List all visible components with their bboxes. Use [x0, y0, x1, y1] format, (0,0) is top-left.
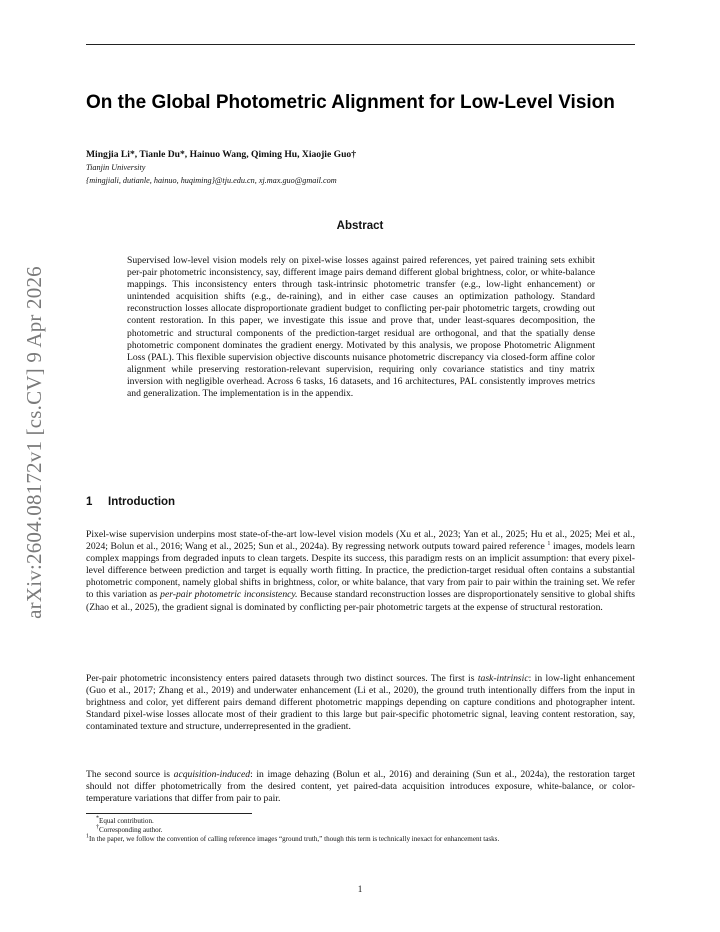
emphasis-term: acquisition-induced [173, 769, 251, 780]
arxiv-identifier: arXiv:2604.08172v1 [cs.CV] 9 Apr 2026 [21, 265, 46, 619]
footnote-text: Corresponding author. [99, 826, 163, 834]
paragraph-text: : in low-light enhancement (Guo et al., 2017; Zhang et al., 2019) and underwater enhancement (Li et al., 2020), the ground truth intentionally differs from the input in brightness and color, yet different pairs demand different photometric mappings depending on capture conditions and photographer intent. Standard pixel-wise losses allocate most of their gradient to this large but pair-specific photometric signal, leaving content restoration, say, contaminated texture and structure, underrepresented in the gradient. [86, 673, 635, 733]
abstract-text: Supervised low-level vision models rely on pixel-wise losses against paired references, yet paired training sets exhibit per-pair photometric inconsistency, say, different image pairs demand different global brightness, color, or white-balance mappings. This inconsistency enters through task-intrinsic photometric transfer (e.g., low-light enhancement) or unintended acquisition shifts (e.g., de-raining), and in either case causes an optimization pathology. Standard reconstruction losses allocate disproportionate gradient budget to conflicting per-pair photometric targets, crowding out content restoration. In this paper, we investigate this issue and prove that, under least-squares decomposition, the photometric and structural components of the prediction-target residual are orthogonal, and that the spatially dense photometric component dominates the gradient energy. Motivated by this analysis, we propose Photometric Alignment Loss (PAL). This flexible supervision objective discounts nuisance photometric discrepancy via closed-form affine color alignment while preserving restoration-relevant supervision, requiring only covariance statistics and tiny matrix inversion with negligible overhead. Across 6 tasks, 16 datasets, and 16 architectures, PAL consistently improves metrics and generalization. The implementation is in the appendix. [127, 255, 595, 400]
page-number: 1 [357, 884, 363, 894]
footnote-ref[interactable]: 1 [547, 540, 551, 547]
paragraph-text: images, models learn complex mappings from degraded inputs to clean targets. Despite its success, this paradigm rests on an implicit assumption: that every pixel-level difference between prediction and target is equally worth fitting. In practice, the prediction-target residual often contains a substantial photometric component, namely global shifts in brightness, color, or white balance, that vary from pair to pair within the training set. We refer to this variation as [86, 541, 635, 601]
footnote-text: Equal contribution. [99, 817, 154, 825]
affiliation: Tianjin University [86, 163, 146, 172]
emphasis-term: per-pair photometric inconsistency. [160, 589, 298, 601]
footnote-mark: † [96, 824, 99, 831]
footnote-ground-truth [86, 835, 635, 844]
paragraph-1 [86, 529, 635, 614]
header-rule [86, 44, 635, 45]
paragraph-text: Pixel-wise supervision underpins most state-of-the-art low-level vision models (Xu et al., 2023; Yan et al., 2025; Hu et al., 2025; Mei et al., 2024; Bolun et al., 2016; Wang et al., 2025; Sun et al., 2024a). By regressing network outputs toward paired reference [86, 529, 635, 553]
footnotes [86, 817, 635, 844]
footnote-text: In the paper, we follow the convention of calling reference images “ground truth,” though this term is technically inexact for enhancement tasks. [89, 835, 500, 843]
paragraph-2 [86, 673, 635, 733]
paragraph-text: Because standard reconstruction losses are disproportionately sensitive to global shifts (Zhao et al., 2025), the gradient signal is dominated by conflicting per-pair photometric targets at the expense of structural restoration. [86, 589, 635, 613]
paragraph-text: The second source is [86, 769, 174, 780]
paper-title: On the Global Photometric Alignment for Low-Level Vision [86, 92, 615, 113]
section-heading [86, 496, 175, 508]
footnote-equal-contribution [86, 817, 635, 826]
arxiv-side-stamp [18, 264, 50, 620]
emphasis-term: task-intrinsic [477, 673, 529, 684]
paragraph-text: : in image dehazing (Bolun et al., 2016) and deraining (Sun et al., 2024a), the restoration target should not differ photometrically from the desired content, yet paired-data acquisition introduces exposure, white-balance, or color-temperature variations that differ from pair to pair. [86, 769, 635, 805]
paragraph-text: Per-pair photometric inconsistency enters paired datasets through two distinct sources. The first is [86, 673, 478, 684]
footnote-rule [86, 813, 252, 814]
footnote-mark: * [96, 815, 99, 822]
section-number: 1 [86, 496, 93, 508]
footnote-mark: 1 [86, 833, 89, 840]
author-list: Mingjia Li*, Tianle Du*, Hainuo Wang, Qiming Hu, Xiaojie Guo† [86, 149, 357, 160]
abstract-heading: Abstract [336, 220, 384, 232]
paragraph-3 [86, 769, 635, 805]
section-title: Introduction [108, 496, 176, 508]
footnote-corresponding-author [86, 826, 635, 835]
author-emails: {mingjiali, dutianle, hainuo, huqiming}@tju.edu.cn, xj.max.guo@gmail.com [86, 176, 337, 185]
